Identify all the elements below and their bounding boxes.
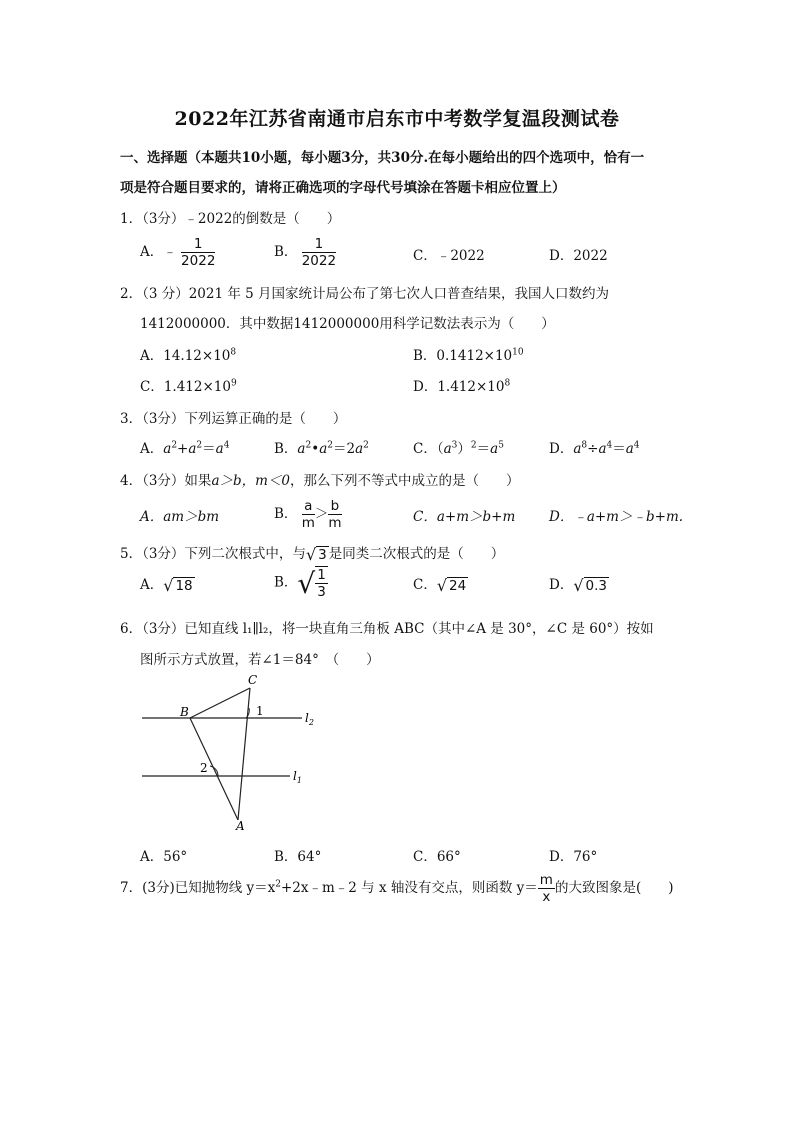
question-3-option-a: A．$a^2+a^2=a^4$ [140, 440, 230, 457]
fraction [302, 236, 336, 269]
side-ba [190, 718, 238, 820]
option-label: A． [140, 577, 164, 593]
question-3-option-b: B．$a^2•a^2=2a^2$ [274, 440, 369, 457]
option-label: D． [549, 577, 574, 593]
stem-text: 5．（3分）下列二次根式中，与 [120, 546, 306, 562]
fraction-denominator: x [542, 889, 551, 905]
question-1-stem: 1．（3分）﹣2022的倒数是（ ） [120, 211, 341, 227]
question-6-option-a: A．56° [140, 849, 188, 865]
line-label: l [305, 711, 309, 725]
question-3-option-d: D．$a^8\div a^4=a^4$ [549, 440, 640, 457]
line-subscript: 1 [296, 776, 302, 785]
question-5-option-a [140, 573, 195, 595]
radicand: 24 [449, 578, 467, 594]
option-label: B． [274, 244, 298, 260]
fraction [302, 498, 315, 531]
page-title: 2022年江苏省南通市启东市中考数学复温段测试卷 [174, 108, 620, 130]
fraction-denominator: m [301, 515, 315, 531]
option-label: D． [549, 441, 574, 457]
fraction-denominator: 3 [317, 584, 326, 600]
question-4-stem [120, 469, 520, 489]
line-l1-label [293, 769, 302, 785]
minus-sign: ﹣ [163, 244, 177, 260]
side-ca [238, 688, 250, 820]
option-text: A．am＞bm [140, 509, 220, 525]
question-2-option-d [413, 375, 510, 395]
option-text: C．a+m＞b+m [413, 509, 516, 525]
option-label: A． [140, 244, 164, 260]
option-label: B． [274, 441, 298, 457]
radical-sign: √ [163, 576, 174, 595]
stem-text: 4．（3分）如果 [120, 473, 212, 489]
radical-sign: √ [297, 566, 316, 600]
question-6-figure [130, 670, 330, 835]
question-2-line1: 2．（3 分）2021 年 5 月国家统计局公布了第七次人口普查结果，我国人口数约为 [120, 286, 610, 302]
fraction-denominator: 2022 [301, 253, 337, 269]
question-2-option-a [140, 344, 236, 364]
question-5-option-d [549, 573, 609, 595]
option-text: D．1.412×10 [413, 379, 505, 395]
question-5-stem [120, 542, 504, 564]
option-label: C． [413, 577, 437, 593]
question-6-line2: 图所示方式放置，若∠1＝84° （ ） [140, 652, 380, 668]
option-text: B．0.1412×10 [413, 348, 513, 364]
radical-sign: √ [436, 576, 448, 595]
question-2-line2: 1412000000．其中数据1412000000用科学记数法表示为（ ） [140, 316, 555, 332]
question-5-option-c [413, 573, 468, 595]
option-label: B． [274, 574, 298, 591]
option-text: C．1.412×10 [140, 379, 231, 395]
angle-1-label: 1 [256, 704, 264, 718]
option-text: A．14.12×10 [140, 348, 231, 364]
fraction-numerator: a [302, 498, 315, 515]
question-6-option-b: B．64° [274, 849, 322, 865]
question-6-option-d: D．76° [549, 849, 598, 865]
question-2-option-c [140, 375, 237, 395]
section-header-line1: 一、选择题（本题共10小题，每小题3分，共30分.在每小题给出的四个选项中，恰有一 [120, 150, 645, 166]
option-text: D．﹣a+m＞﹣b+m. [549, 509, 684, 525]
square-root [306, 545, 329, 564]
stem-text: +2x﹣m﹣2 与 x 轴没有交点，则函数 y＝ [280, 880, 538, 896]
question-4-option-c [413, 505, 515, 525]
vertex-a-label: A [236, 819, 245, 833]
radical-sign: √ [305, 545, 317, 564]
question-7-stem [120, 872, 674, 905]
fraction [538, 872, 555, 905]
square-root [163, 576, 194, 595]
vertex-c-label: C [248, 673, 258, 687]
line-label: l [293, 769, 297, 783]
fraction-numerator: 1 [181, 236, 215, 253]
fraction [328, 498, 341, 531]
line-l2-label [305, 711, 314, 727]
question-1-option-b [274, 236, 336, 269]
exponent: 8 [504, 378, 511, 389]
stem-condition: a＞b，m＜0 [211, 473, 291, 489]
question-5-option-b [274, 566, 328, 600]
question-2-option-b [413, 344, 524, 364]
line-subscript: 2 [308, 718, 314, 727]
fraction-numerator: 1 [317, 567, 326, 583]
relation-sign: ＞ [314, 506, 329, 522]
option-label: A． [140, 441, 164, 457]
fraction-denominator: 2022 [181, 253, 216, 269]
radical-sign: √ [573, 576, 584, 595]
exponent: 10 [512, 347, 524, 358]
exponent: 2 [275, 879, 281, 890]
radicand: 18 [175, 578, 193, 594]
exponent: 8 [230, 347, 237, 358]
fraction [315, 566, 328, 600]
radicand: 3 [318, 547, 327, 563]
exponent: 9 [230, 378, 237, 389]
question-4-option-d [549, 505, 683, 525]
option-label: C． [413, 441, 437, 457]
angle-2-label: 2 [200, 761, 208, 775]
fraction [181, 236, 215, 269]
question-3-option-c: C．$(a^3)^2=a^5$ [413, 440, 504, 457]
square-root [573, 576, 609, 595]
question-1-option-c: C．﹣2022 [413, 248, 485, 264]
stem-text: 是同类二次根式的是（ ） [328, 546, 505, 562]
question-3-stem: 3．（3分）下列运算正确的是（ ） [120, 411, 347, 427]
question-1-option-a [140, 236, 215, 269]
vertex-b-label: B [180, 705, 189, 719]
stem-text: ，那么下列不等式中成立的是（ ） [290, 473, 520, 489]
square-root [297, 566, 327, 600]
option-label: B． [274, 506, 298, 522]
square-root [437, 576, 468, 595]
stem-text: 的大致图象是( ) [554, 880, 674, 896]
fraction-numerator: b [328, 498, 341, 515]
fraction-numerator: m [539, 872, 553, 888]
question-4-option-b [274, 498, 342, 531]
fraction-numerator: 1 [302, 236, 336, 253]
side-bc [190, 688, 250, 718]
radicand: 0.3 [585, 578, 608, 594]
stem-text: 7．(3分)已知抛物线 y＝x [120, 880, 276, 896]
question-4-option-a [140, 505, 219, 525]
question-1-option-d: D．2022 [549, 248, 608, 264]
section-header-line2: 项是符合题目要求的，请将正确选项的字母代号填涂在答题卡相应位置上） [120, 180, 566, 196]
question-6-line1: 6．（3分）已知直线 l₁∥l₂，将一块直角三角板 ABC（其中∠A 是 30°，∠C 是 60°）按如 [120, 621, 654, 637]
fraction-denominator: m [328, 515, 342, 531]
question-6-option-c: C．66° [413, 849, 461, 865]
